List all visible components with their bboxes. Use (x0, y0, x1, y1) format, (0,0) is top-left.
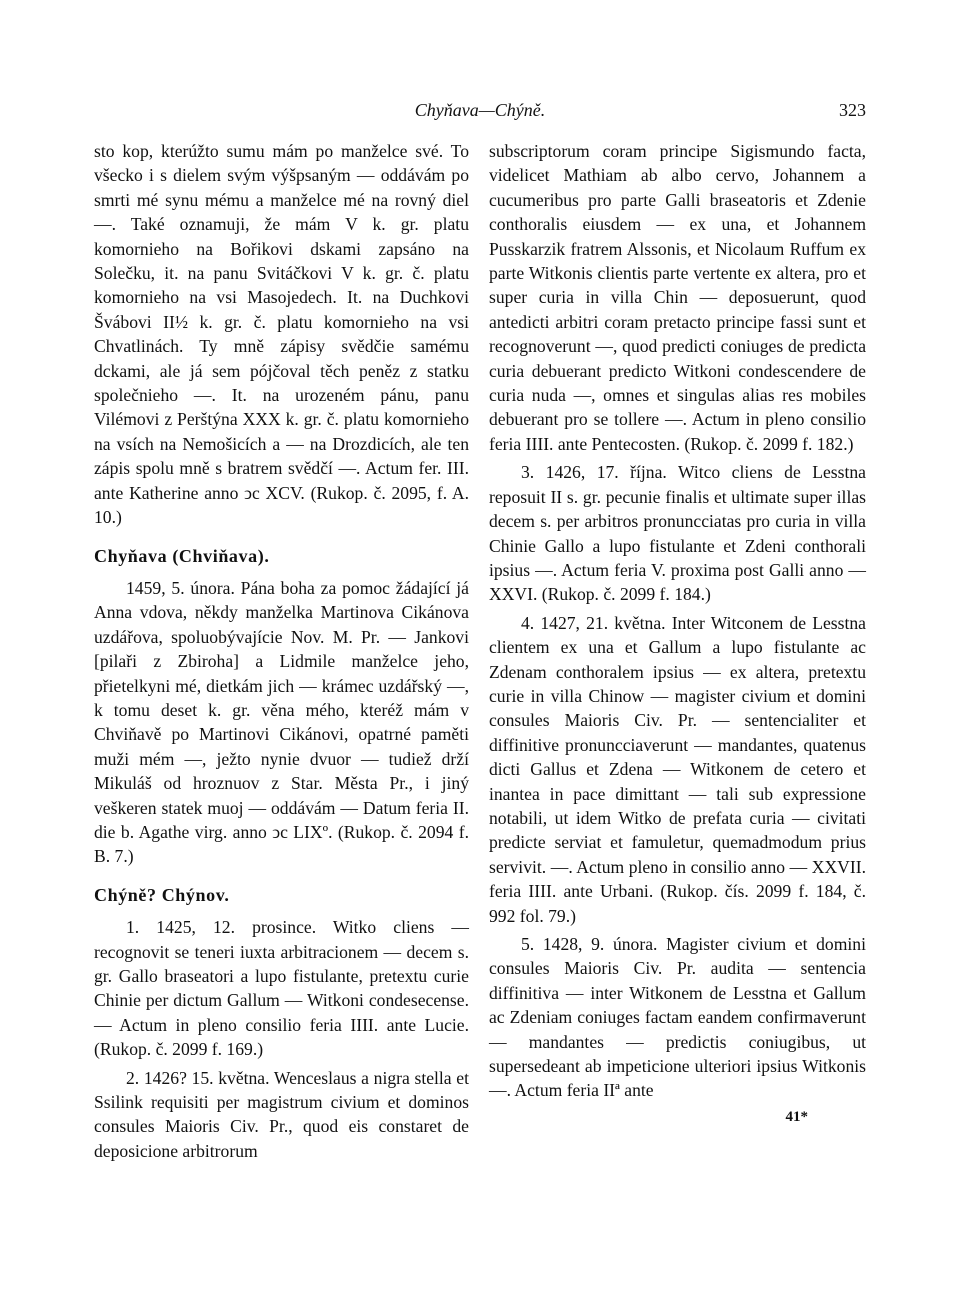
left-column (94, 139, 469, 1163)
entry-5-1428: 5. 1428, 9. února. Magister civium et domini consules Maioris Civ. Pr. audita — sentencia diffinitiva — inter Witkonem de Lesstna et Gallum ac Zdeniam coniuges factam eandem confirmaverunt — mandantes — predictis coniugibus, ut supersedeant ab impeticione ulteriori ipsius Witkonis —. Actum feria IIª ante (489, 934, 866, 1101)
entry-2-1426: 2. 1426? 15. května. Wenceslaus a nigra stella et Ssilink requisiti per magistrum civium et dominos consules Maioris Civ. Pr., quod eis constaret de deposicione arbitrorum (94, 1067, 469, 1161)
entry-4-1427: 4. 1427, 21. května. Inter Witconem de Lesstna clientem ex una et Gallum a lupo fistulante ac Zdenam conthoralem ipsius — ex altera, pretextu curie in villa Chinow — magister civium et domini consules Maioris Civ. Pr. — sentencialiter et diffinitive pronuncciaverunt — mandantes, quatenus dicti Gallus et Zdena — Witkonem de cetero et inantea in pace dimittant — tali sub expressione notabili, ut idem Witko de prefata curia — civitati predicte serviat et famuletur, quemadmodum prius servivit. —. Actum pleno in consilio anno — XXVII. feria IIII. ante Urbani. (Rukop. čís. 2099 f. 184, č. 992 fol. 79.) (489, 612, 866, 926)
page-header (94, 100, 866, 124)
section-heading-chynava: Chyňava (Chviňava). (94, 545, 270, 566)
page-number: 323 (839, 100, 866, 120)
entry-1459: 1459, 5. února. Pána boha za pomoc žádající já Anna vdova, někdy manželka Martinova Cikánova uzdářova, spoluobývajície Nov. M. Pr. — Jankovi [pilaři z Zbiroha] a Lidmile manželce jeho, přietelkyni mé, dietkám jich — krámec uzdářský —, k tomu deset k. gr. věna mého, kteréž mám v Chviňavě po Martinovi Cikánovi, opatrné paměti muži mém —, ježto nynie dvuor — tudiež drží Mikuláš od hroznuov z Star. Města Pr., i jiný veškeren statek muoj — oddávám — Datum feria II. die b. Agathe virg. anno ↄc LIXº. (Rukop. č. 2094 f. B. 7.) (94, 577, 469, 867)
paragraph-continuation: sto kop, kterúžto sumu mám po manželce své. To všecko i s dielem svým výšpsaným — oddávám po smrti mé synu mému a manželce mé na rovný diel —. Také oznamuji, že mám V k. gr. platu komornieho na Bořikovi dskami zapsáno na Solečku, it. na panu Svitáčkovi V k. gr. č. platu komornieho na vsi Masojedech. It. na Duchkovi Švábovi II½ k. gr. č. platu komornieho na vsi Chvatlinách. Ty mně zápisy svědčie samému dckami, ale já sem pójčoval těch peněz z statku společnieho —. It. na urozeném pánu, panu Vilémovi z Perštýna XXX k. gr. č. platu komornieho na vsích na Nemošicích a — na Drozdicích, ale ten zápis spolu mně s bratrem svědčí —. Actum fer. III. ante Katherine anno ↄc XCV. (Rukop. č. 2095, f. A. 10.) (94, 141, 469, 528)
section-heading-chyne: Chýně? Chýnov. (94, 884, 230, 905)
entry-1-1425: 1. 1425, 12. prosince. Witko cliens — recognovit se teneri iuxta arbitracionem — decem s. gr. Gallo braseatori a lupo fistulante, pretextu curie Chinie per dictum Gallum — Witkoni condesecense. — Actum in pleno consilio feria IIII. ante Lucie. (Rukop. č. 2099 f. 169.) (94, 917, 469, 1060)
running-head: Chyňava—Chýně. (414, 100, 546, 120)
signature-mark: 41* (785, 1108, 808, 1125)
paragraph-continuation-right: subscriptorum coram principe Sigismundo facta, videlicet Mathiam ab albo cervo, Johannem a cucumeribus pro parte Galli braseatoris et Zdenie conthoralis eiusdem — ex una, et Johannem Pusskarzik fratrem Alssonis, et Nicolaum Ruffum ex parte Witkonis clientis parte vertente ex altera, pro et super curia in villa Chin — deposuerunt, quod antedicti arbitri coram pretacto principe fassi sunt et recognoverunt —, quod predicti coniuges de predicta curia debuerant predicto Witkoni condescendere de curia nuda —, omnes et singulas alias res mobiles debuerant pro se tollere —. Actum in pleno consilio feria IIII. ante Pentecosten. (Rukop. č. 2099 f. 182.) (489, 141, 866, 454)
entry-3-1426: 3. 1426, 17. října. Witco cliens de Lesstna reposuit II s. gr. pecunie finalis et ultimate super illas decem s. per arbitros pronuncciatas pro curia in villa Chinie Gallo a lupo fistulante et Zdeni conthorali ipsius —. Actum feria V. proxima post Galli anno — XXVI. (Rukop. č. 2099 f. 184.) (489, 462, 866, 605)
right-column (489, 139, 866, 1129)
